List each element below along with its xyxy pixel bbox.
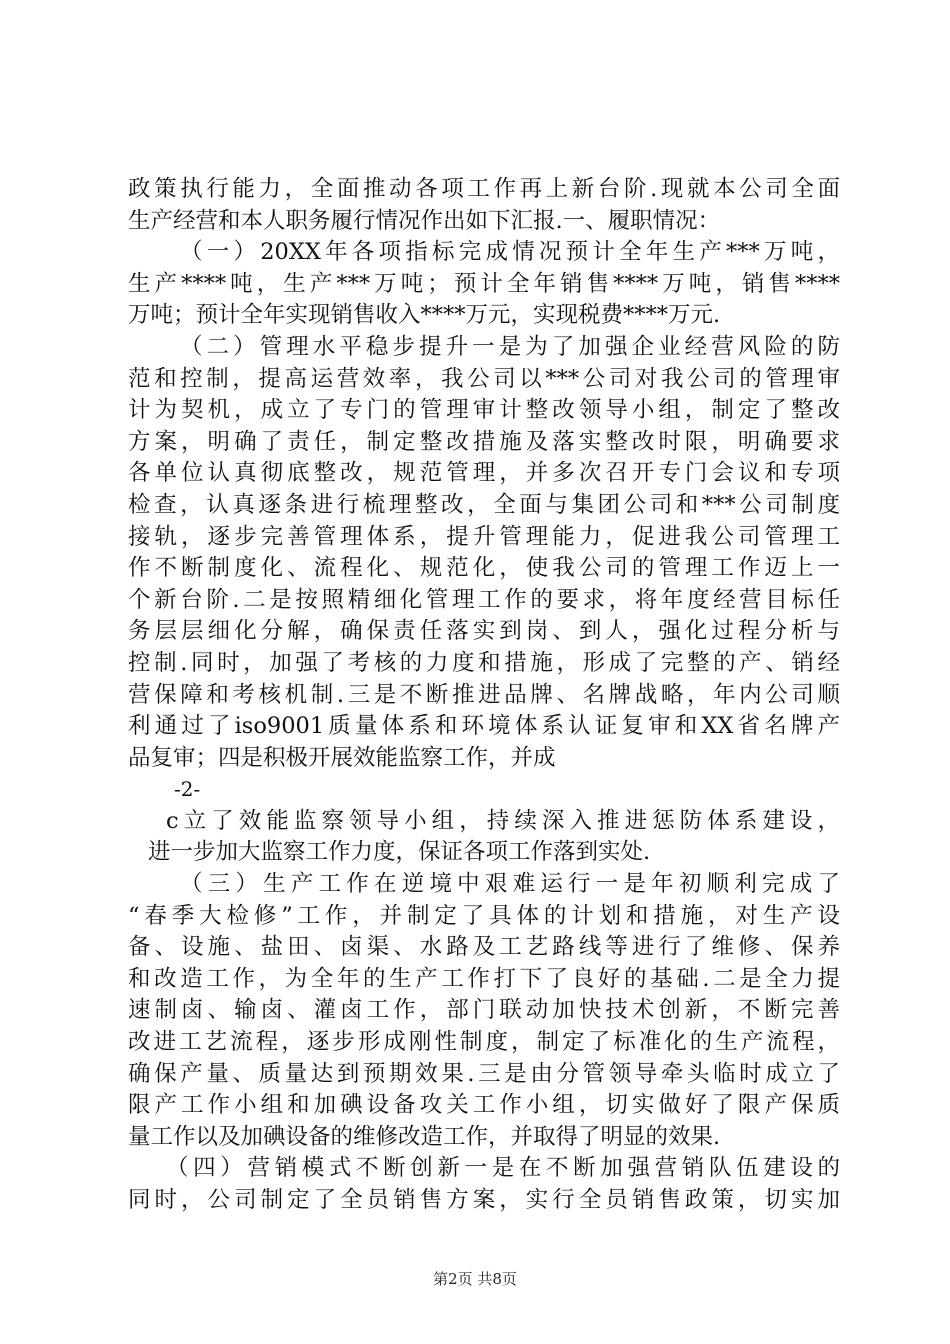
text-line: （三）生产工作在逆境中艰难运行一是年初顺利完成了 — [180, 871, 840, 898]
text-line: “春季大检修”工作，并制定了具体的计划和措施，对生产设 — [128, 902, 840, 929]
text-line: c立了效能监察领导小组，持续深入推进惩防体系建设， — [166, 807, 840, 834]
text-line: 务层层细化分解，确保责任落实到岗、到人，强化过程分析与 — [128, 618, 840, 645]
text-line: 生产****吨，生产***万吨；预计全年销售****万吨，销售**** — [128, 270, 840, 297]
text-line: 量工作以及加碘设备的维修改造工作，并取得了明显的效果. — [128, 1123, 721, 1150]
text-line: 和改造工作，为全年的生产工作打下了良好的基础.二是全力提 — [128, 965, 840, 992]
text-line: 各单位认真彻底整改，规范管理，并多次召开专门会议和专项 — [128, 460, 840, 487]
document-body — [128, 174, 840, 1217]
text-line: 确保产量、质量达到预期效果.三是由分管领导牵头临时成立了 — [128, 1060, 840, 1087]
text-line: 品复审；四是积极开展效能监察工作，并成 — [128, 744, 556, 771]
text-line: 接轨，逐步完善管理体系，提升管理能力，促进我公司管理工 — [128, 523, 840, 550]
text-line: 利通过了iso9001质量体系和环境体系认证复审和XX省名牌产 — [128, 713, 840, 740]
text-line: 限产工作小组和加碘设备攻关工作小组，切实做好了限产保质 — [128, 1092, 840, 1119]
text-line: 万吨；预计全年实现销售收入****万元，实现税费****万元. — [128, 302, 721, 329]
text-line: （二）管理水平稳步提升一是为了加强企业经营风险的防 — [180, 333, 840, 360]
text-line: （一）20XX年各项指标完成情况预计全年生产***万吨， — [180, 239, 840, 266]
text-line: 生产经营和本人职务履行情况作出如下汇报.一、履职情况： — [128, 207, 721, 234]
text-line: 个新台阶.二是按照精细化管理工作的要求，将年度经营目标任 — [128, 586, 840, 613]
text-line: 政策执行能力，全面推动各项工作再上新台阶.现就本公司全面 — [128, 176, 840, 202]
text-line: 控制.同时，加强了考核的力度和措施，形成了完整的产、销经 — [128, 649, 840, 676]
text-line: 方案，明确了责任，制定整改措施及落实整改时限，明确要求 — [128, 428, 840, 455]
text-line: 检查，认真逐条进行梳理整改，全面与集团公司和***公司制度 — [128, 491, 840, 518]
page-footer: 第2页 共8页 — [433, 1270, 517, 1288]
text-line: 计为契机，成立了专门的管理审计整改领导小组，制定了整改 — [128, 397, 840, 424]
text-line: （四）营销模式不断创新一是在不断加强营销队伍建设的 — [166, 1155, 840, 1182]
text-line: 进一步加大监察工作力度，保证各项工作落到实处. — [148, 839, 651, 866]
text-line: 备、设施、盐田、卤渠、水路及工艺路线等进行了维修、保养 — [128, 934, 840, 961]
text-line: 范和控制，提高运营效率，我公司以***公司对我公司的管理审 — [128, 365, 840, 392]
inline-page-number: -2- — [174, 777, 201, 802]
text-line: 改进工艺流程，逐步形成刚性制度，制定了标准化的生产流程， — [128, 1029, 840, 1056]
text-line: 速制卤、输卤、灌卤工作，部门联动加快技术创新，不断完善 — [128, 997, 840, 1024]
text-line: 营保障和考核机制.三是不断推进品牌、名牌战略，年内公司顺 — [128, 681, 840, 708]
text-line: 作不断制度化、流程化、规范化，使我公司的管理工作迈上一 — [128, 555, 840, 582]
text-line: 同时，公司制定了全员销售方案，实行全员销售政策，切实加 — [128, 1187, 840, 1213]
